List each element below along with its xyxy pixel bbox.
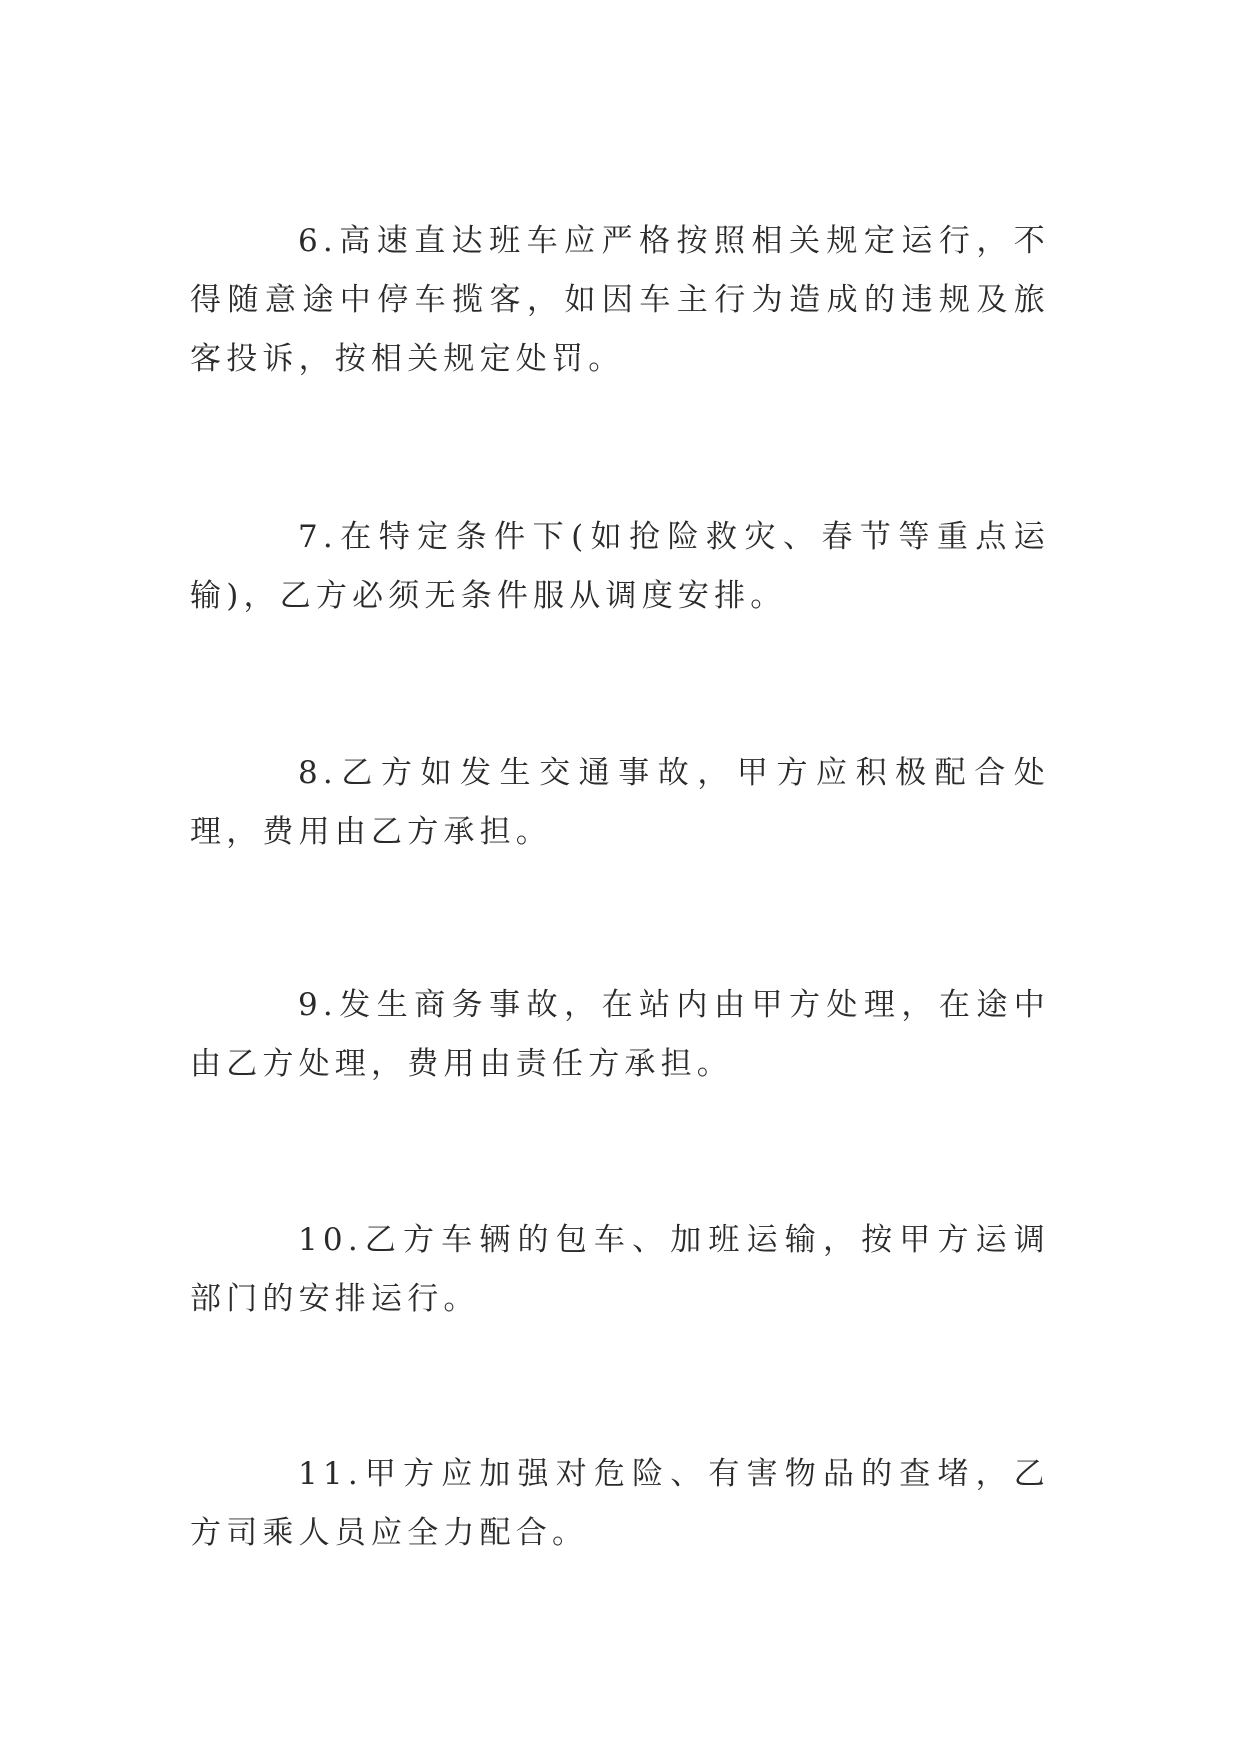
clause-6: 6.高速直达班车应严格按照相关规定运行，不得随意途中停车揽客，如因车主行为造成的违规及旅客投诉，按相关规定处罚。 bbox=[190, 223, 1050, 377]
clause-9: 9.发生商务事故，在站内由甲方处理，在途中由乙方处理，费用由责任方承担。 bbox=[190, 987, 1050, 1082]
clause-7: 7.在特定条件下(如抢险救灾、春节等重点运输)，乙方必须无条件服从调度安排。 bbox=[190, 519, 1050, 614]
clause-11: 11.甲方应加强对危险、有害物品的查堵，乙方司乘人员应全力配合。 bbox=[190, 1456, 1050, 1551]
clause-10: 10.乙方车辆的包车、加班运输，按甲方运调部门的安排运行。 bbox=[190, 1222, 1050, 1317]
clause-8: 8.乙方如发生交通事故，甲方应积极配合处理，费用由乙方承担。 bbox=[190, 755, 1050, 850]
